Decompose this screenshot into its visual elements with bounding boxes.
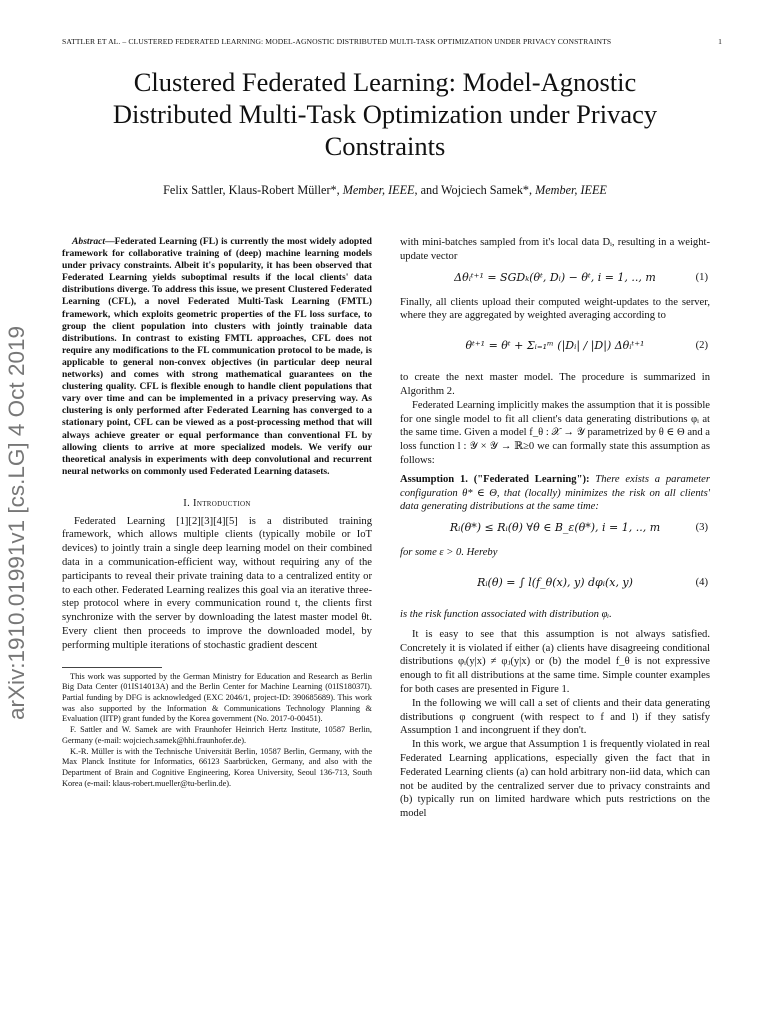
paragraph-risk-function	[400, 608, 710, 622]
abstract	[62, 236, 372, 478]
footnote-affil-tu: K.-R. Müller is with the Technische Universität Berlin, 10587 Berlin, Germany, with the Max Planck Institute for Informatics, 66123 Saarbrücken, Germany, and also with the Department of Brain and Cognitive Engineering, Korea University, Seoul 136-713, South Korea (e-mail: klaus-robert.mueller@tu-berlin.de).	[62, 746, 372, 788]
equation-4	[400, 564, 710, 604]
author-part-c: , and Wojciech Samek*,	[414, 183, 536, 197]
page-number: 1	[718, 37, 722, 46]
footnote-funding: This work was supported by the German Ministry for Education and Research as Berlin Big Data Center (01IS14013A) and the Berlin Center for Machine Learning (01IS18037I). Partial funding by DFG is acknowledged (EXC 2046/1, project-ID: 390685689). This work was also supported by the Information & Communications Technology Planning & Evaluation (IITP) grant funded by the Korea government (No. 2017-0-00451).	[62, 671, 372, 724]
running-head-text: SATTLER ET AL. – CLUSTERED FEDERATED LEARNING: MODEL-AGNOSTIC DISTRIBUTED MULTI-TASK OPTIMIZATION UNDER PRIVACY CONSTRAINTS	[62, 37, 612, 46]
section-numeral: I.	[183, 497, 194, 509]
paragraph-master-model: to create the next master model. The procedure is summarized in Algorithm 2.	[400, 372, 710, 397]
paper-title	[60, 66, 710, 162]
paragraph-congruent: In the following we will call a set of clients and their data generating distributions φ congruent (with respect to f and l) if they satisfy Assumption 1 and incongruent if they don't.	[400, 697, 710, 737]
paragraph-aggregation: Finally, all clients upload their computed weight-updates to the server, where they are aggregated by weighted averaging according to	[400, 296, 710, 322]
equation-1-body: Δθᵢᵗ⁺¹ = SGDₖ(θᵗ, Dᵢ) − θᵗ, i = 1, .., m	[454, 270, 656, 284]
paragraph-hereby	[400, 546, 710, 560]
right-column	[400, 236, 710, 821]
equation-2	[400, 327, 710, 367]
footnote-rule	[62, 667, 162, 668]
running-head	[62, 37, 722, 46]
title-line-3: Constraints	[324, 131, 446, 161]
equation-4-body: Rᵢ(θ) = ∫ l(f_θ(x), y) dφᵢ(x, y)	[477, 575, 633, 589]
paragraph-violation: It is easy to see that this assumption is not always satisfied. Concretely it is violated if either (a) clients have disagreeing conditional distributions φᵢ(y|x) ≠ φⱼ(y|x) or (b) the model f_θ is not expressive enough to fit all distributions at the same time. Simple counter examples for both cases are presented in Figure 1.	[400, 628, 710, 695]
footnote-affil-hhi: F. Sattler and W. Samek are with Fraunhofer Heinrich Hertz Institute, 10587 Berlin, Germany (e-mail: wojciech.samek@hhi.fraunhofer.de).	[62, 725, 372, 745]
title-line-2: Distributed Multi-Task Optimization under Privacy	[112, 99, 658, 129]
author-list	[60, 183, 710, 198]
intro-paragraph: Federated Learning [1][2][3][4][5] is a distributed training framework, which allows multiple clients (typically mobile or IoT devices) to jointly train a single deep learning model on their combined data in a communication-efficient way, without requiring any of the participants to reveal their private training data to a centralized entity or to each other. Federated Learning realizes this goal via an iterative three-step protocol where in every communication round t, the clients first synchronize with the server by downloading the latest master model θt. Every client then proceeds to improve the downloaded model, by performing multiple iterations of stochastic gradient descent	[62, 515, 372, 651]
abstract-text: —Federated Learning (FL) is currently the most widely adopted framework for collaborative training of (deep) machine learning models under privacy constraints. Albeit it's popularity, it has been observed that Federated Learning yields suboptimal results if the local clients' data distributions diverge. To address this issue, we present Clustered Federated Learning (CFL), a novel Federated Multi-Task Learning (FMTL) framework, which exploits geometric properties of the FL loss surface, to group the client population into clusters with jointly trainable data distributions. In contrast to existing FMTL approaches, CFL does not require any modifications to the FL communication protocol to be made, is applicable to general non-convex objectives (in particular deep neural networks) and comes with strong mathematical guarantees on the clustering quality. CFL is flexible enough to handle client populations that vary over time and can be implemented in a privacy preserving way. As clustering is only performed after Federated Learning has converged to a stationary point, CFL can be viewed as a post-processing method that will always achieve greater or equal performance than conventional FL by allowing clients to arrive at more specialized models. We verify our theoretical analysis in experiments with deep convolutional and recurrent neural networks on commonly used Federated Learning datasets.	[62, 236, 372, 477]
equation-2-number: (2)	[695, 340, 708, 352]
section-title: Introduction	[193, 497, 251, 509]
equation-3-number: (3)	[695, 522, 708, 534]
left-column	[62, 236, 372, 789]
assumption-1	[400, 473, 710, 514]
title-line-1: Clustered Federated Learning: Model-Agnostic	[133, 67, 637, 97]
assumption-text: There exists a parameter configuration θ* ∈ Θ, that (locally) minimizes the risk on all clients' data generating distributions at the same time:	[400, 473, 710, 513]
author-part-b: Member, IEEE	[342, 183, 415, 197]
equation-1	[400, 268, 710, 292]
assumption-label: Assumption 1. ("Federated Learning"):	[400, 473, 590, 485]
equation-3	[400, 518, 710, 542]
abstract-label: Abstract	[72, 236, 106, 247]
section-heading	[62, 497, 372, 511]
arxiv-stamp: arXiv:1910.01991v1 [cs.LG] 4 Oct 2019	[4, 326, 29, 720]
author-part-a: Felix Sattler, Klaus-Robert Müller*,	[163, 183, 343, 197]
paragraph-argument: In this work, we argue that Assumption 1 is frequently violated in real Federated Learning applications, especially given the fact that in Federated Learning clients (a) can hold arbitrary non-iid data, which can not be audited by the centralized server due to privacy constraints and (b) typically run on limited hardware which puts restrictions on the model	[400, 739, 710, 820]
equation-3-body: Rᵢ(θ*) ≤ Rᵢ(θ) ∀θ ∈ B_ε(θ*), i = 1, .., m	[449, 521, 661, 535]
paragraph-assumption-intro: Federated Learning implicitly makes the assumption that it is possible for one single model to fit all client's data generating distributions φᵢ at the same time. Given a model f_θ : 𝒳 → 𝒴 parametrized by θ ∈ Θ and a loss function l : 𝒴 × 𝒴 → ℝ≥0 we can formally state this assumption as follows:	[400, 399, 710, 466]
equation-2-body: θᵗ⁺¹ = θᵗ + Σᵢ₌₁ᵐ (|Dᵢ| / |D|) Δθᵢᵗ⁺¹	[465, 339, 645, 353]
equation-4-number: (4)	[695, 576, 708, 588]
paragraph-local-update: with mini-batches sampled from it's local data Dᵢ, resulting in a weight-update vector	[400, 237, 710, 262]
equation-1-number: (1)	[695, 271, 708, 283]
hereby-text: for some ε > 0. Hereby	[400, 547, 498, 559]
risk-function-text: is the risk function associated with distribution φᵢ.	[400, 608, 612, 620]
author-part-d: Member, IEEE	[535, 183, 607, 197]
